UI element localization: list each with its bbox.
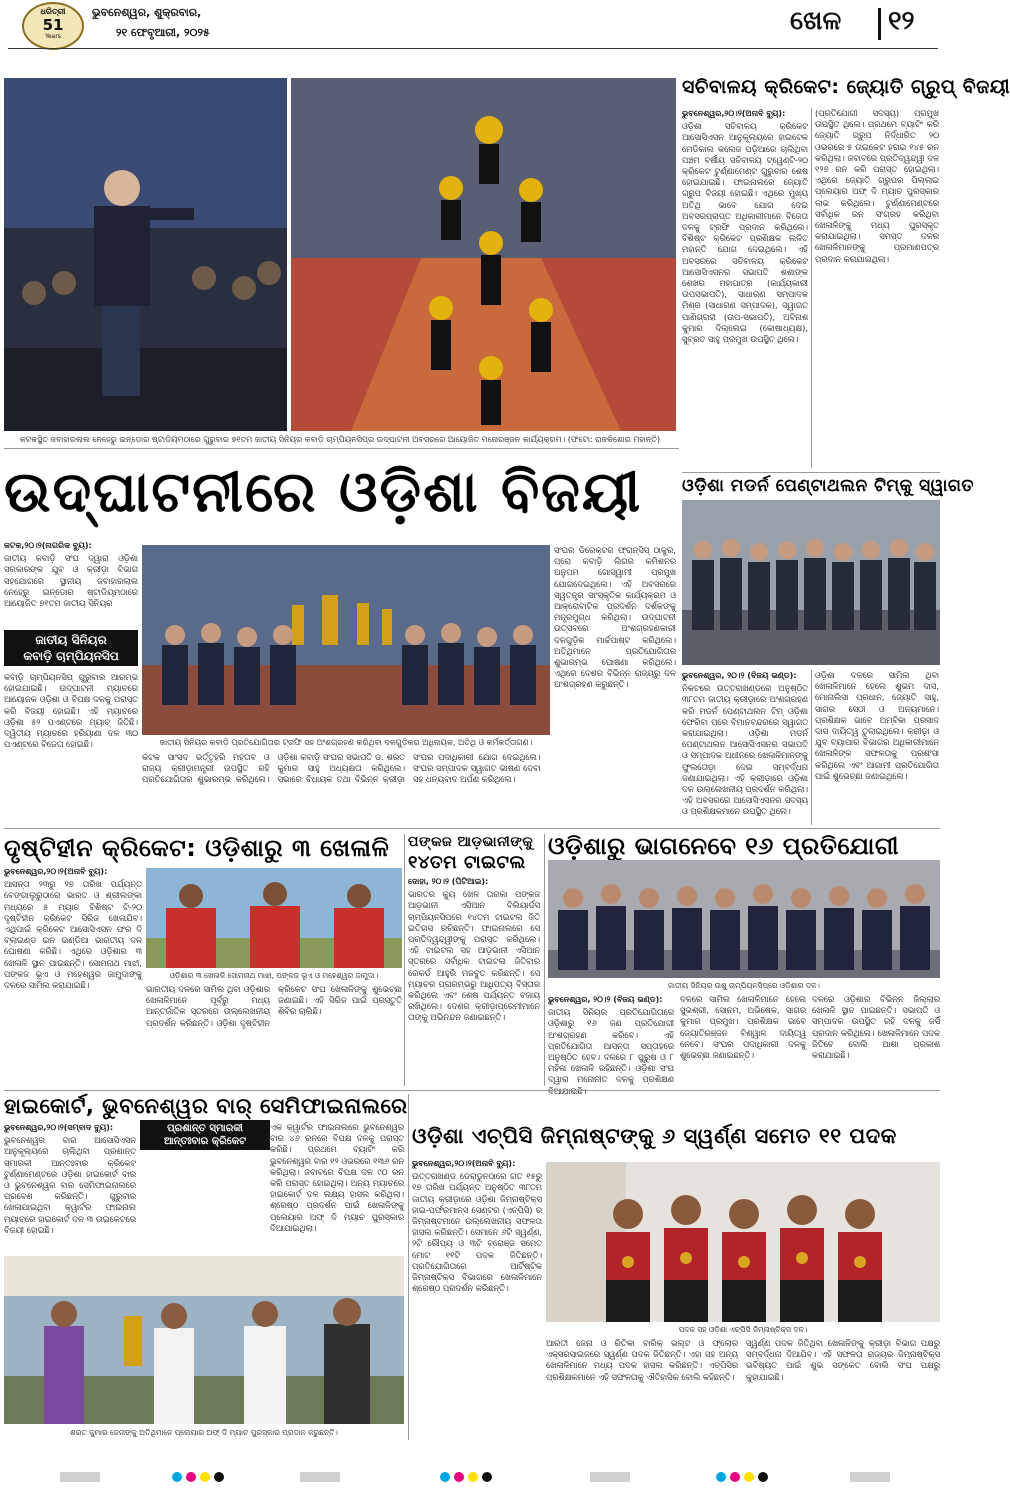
sixteen-text-1: ଜାତୀୟ ସିନିୟର ପ୍ରତିଯୋଗିତାରେ ଓଡ଼ିଶାରୁ ୧୬ ଜଣ ପ୍ରତିଯୋଗୀ ଅଂଶଗ୍ରହଣ କରିବେ। ଏହି ପ୍ରତିଯୋଗିତା ଆସନ୍ତା ସପ୍ତାହରେ ଅନୁଷ୍ଠିତ ହେବ। ଦଳରେ ୮ ପୁରୁଷ ଓ ୮ ମହିଳା ଖେଳାଳି ରହିଛନ୍ତି। ଓଡ଼ିଶା ସଂଘ ଦ୍ୱାରା ମନୋନୀତ ଦଳକୁ ପ୍ରଶିକ୍ଷଣ (548, 1007, 674, 1085)
blind-cricket-text: ଆସନ୍ତା ୨୩ରୁ ୨୭ ତାରିଖ ପର୍ଯ୍ୟନ୍ତ ବେଙ୍ଗାଲୁରୁଠାରେ ଭାରତ ଓ ଶ୍ରୀଲଙ୍କା ମଧ୍ୟରେ ୫ ମ୍ୟାଚ ବିଶିଷ୍ଟ ଟି-୨୦ ଦୃଷ୍ଟିହୀନ କ୍ରିକେଟ ସିରିଜ ଖେଳାଯିବ। ଏଥିପାଇଁ କ୍ରିକେଟ ଆସୋସିଏସନ ଫର ଦି ବ୍ଲାଇଣ୍ଡ ଇନ ଇଣ୍ଡିଆ ଭାରତୀୟ ଦଳ ଘୋଷଣା କରିଛି। ଏଥିରେ ଓଡ଼ିଶାର ୩ ଖେଳାଳି ସ୍ଥାନ ପାଇଛନ୍ତି। ସୋମନାଥ ମାଝୀ, ପଙ୍କଜ ଭୂଏ ଓ ମହେଶ୍ୱର ଜାମୁଦାଙ୍କୁ ଦଳରେ ସାମିଲ କରାଯାଇଛି। (4, 879, 142, 991)
sixteen-text-3: ଦଳରେ ଓଡ଼ିଶାର ବିଭିନ୍ନ ଜିଲ୍ଲାର ଖେଳାଳି ସ୍ଥାନ ପାଇଛନ୍ତି। ସଭାପତି ଓ ସମ୍ପାଦକ ଉପସ୍ଥିତ ରହି ଦଳକୁ ଜର୍ସି ପ୍ରଦାନ କରିଥିଲେ। ଖେଳାଳିମାନେ ପଦକ ଜିତିବେ ବୋଲି ଆଶା ପ୍ରକାଶ କରାଯାଇଛି। (812, 994, 940, 1061)
blind-cricket-photo-caption: ଓଡ଼ିଶାର ୩ ଖେଳାଳି ସୋମନାଥ ମାଝୀ, ପଙ୍କଜ ଭୂଏ ଓ ମହେଶ୍ୱର ଜାମୁଦା। (169, 971, 379, 980)
photo-kabaddi-trophy-group (142, 545, 550, 735)
kabaddi-text-1: ଜାତୀୟ କବାଡ଼ି ସଂଘ ଦ୍ୱାରା ଓଡ଼ିଶା ସରକାରଙ୍କ ଯୁବ ଓ କ୍ରୀଡ଼ା ବିଭାଗ ସହଯୋଗରେ ସ୍ଥାନୀୟ ଜବାହାରଲାଲ ନେହେରୁ ଇନ୍‌ଡୋର ଷ୍ଟାଡିୟମଠାରେ ଆୟୋଜିତ ୭୧ତମ ଜାତୀୟ ସିନିୟର (4, 553, 138, 609)
sachivalaya-headline: ସଚିବାଳୟ କ୍ରିକେଟ: ଜ୍ୟୋତି ଗ୍ରୁପ୍ ବିଜୟୀ (682, 76, 1010, 98)
sixteen-column-3 (812, 994, 940, 1088)
sixteen-text-2: ଦଳରେ ସାମିଲ ଖେଳାଳିମାନେ ହେଲେ ସୁଭଶ୍ରୀ, ସୋନମ, ଅଭିଷେକ, ସାଗର କୁମାର ପ୍ରମୁଖ। ପ୍ରଶିକ୍ଷକ ଭାବେ ଜ୍ୟୋତିରଞ୍ଜନ ବିଶ୍ୱାଳ ଦାୟିତ୍ୱ ନେବେ। ସଂଘର ପଦାଧିକାରୀ ଦଳକୁ ଶୁଭେଚ୍ଛା ଜଣାଇଛନ୍ତି। (680, 994, 806, 1061)
advani-text: ଭାରତର କ୍ୟୁ ଖେଳ ତାରକା ପଙ୍କଜ ଆଡ଼ଭାନୀ ଏସିଆନ ବିଲିୟାର୍ଡସ ଚାମ୍ପିୟନସିପରେ ୧୪ତମ ଟାଇଟଲ ଜିତି ଇତିହାସ ରଚିଛନ୍ତି। ଫାଇନାଲରେ ସେ ପ୍ରତିଦ୍ୱନ୍ଦ୍ୱୀଙ୍କୁ ପରାସ୍ତ କରିଥିଲେ। ଏହି ଟାଇଟଲ ସହ ଆଡ଼ଭାନୀ ଏସିଆନ ସ୍ତରରେ ସର୍ବାଧିକ ଟାଇଟଲ ଜିତିବାର ରେକର୍ଡ ଆହୁରି ମଜବୁତ କରିଛନ୍ତି। ସେ ମ୍ୟାଚର ପ୍ରାରମ୍ଭରୁ ଆଧିପତ୍ୟ ବିସ୍ତାର କରିଥିଲେ ଏବଂ ଶେଷ ପର୍ଯ୍ୟନ୍ତ ବଜାୟ ରଖିଥିଲେ। ଦେଶର କ୍ରୀଡ଼ାପ୍ରେମୀମାନେ ତାଙ୍କୁ ଅଭିନନ୍ଦନ ଜଣାଇଛନ୍ତି। (408, 889, 540, 1023)
kabaddi-dateline: କଟକ,୨୦।୨(ନାଗରିକ ବ୍ୟୁ): (4, 541, 92, 550)
kabaddi-lower (142, 752, 676, 824)
divider (4, 448, 679, 449)
masthead-rule (8, 48, 938, 49)
photo-acrobatic-pyramid (291, 78, 676, 431)
sachivalaya-dateline: ଭୁବନେଶ୍ୱର,୨୦।୨(ଅନାବି ବ୍ୟୁ): (682, 109, 786, 118)
sachivalaya-text-1: ଓଡ଼ିଶା ସଚିବାଳୟ କ୍ରିକେଟ ଆସୋସିଏସନ ଆନୁକୂଲ୍ୟରେ ହାଇଟେକ ମେଡିକାଲ କଲେଜ ପଡ଼ିଆରେ ଚାଲିଥିବା ପଞ୍ଚମ ବର୍ଷୀୟ ସଚିବାଳୟ ଟ୍ୱେଣ୍ଟି-୨୦ କ୍ରିକେଟ ଟୁର୍ଣ୍ଣାମେଣ୍ଟ ଗୁରୁବାର ଶେଷ ହୋଇଯାଇଛି। ଫାଇନାଲରେ ଜ୍ୟୋତି ଗ୍ରୁପ ବିଜୟୀ ହୋଇଛି। ଏଥିରେ ମୁଖ୍ୟ ଅତିଥି ଭାବେ ଯୋଗ ଦେଇ ଅବସରପ୍ରାପ୍ତ ଅଧିକାରୀମାନେ ବିଜେତା ଦଳକୁ ଟ୍ରଫି ପ୍ରଦାନ କରିଥିଲେ। ବିଶିଷ୍ଟ କ୍ରିକେଟ ପ୍ରଶିକ୍ଷକ ଲଳିତ ମହାନ୍ତି ଯୋଗ ଦେଇଥିଲେ। ଏହି ଅବସରରେ ସଚିବାଳୟ କ୍ରିକେଟ ଆସୋସିଏସନର ସଭାପତି ଶଶାଙ୍କ ଶେଖର ମହାପାତ୍ର (କାର୍ଯ୍ୟକାରୀ ଉପସଭାପତି), ସାଧାରଣ ସମ୍ପାଦକ ମିଶ୍ର (ସାଧାରଣ ସମ୍ପାଦକ), ସ୍ୱାଗତ ପାଣିଗ୍ରାହୀ (ଉପ-ସଭାପତି), ଅବିନାଶ କୁମାର ଦିଲ୍ଲେଇ (କୋଷାଧ୍ୟକ୍ଷ), ସୁବ୍ରତ ସାହୁ ପ୍ରମୁଖ ଉପସ୍ଥିତ ଥିଲେ। (682, 121, 808, 345)
register-bar (60, 1472, 100, 1482)
gymnast-column-3 (746, 1338, 940, 1440)
register-dot-cyan (716, 1472, 726, 1482)
header-place-day: ଭୁବନେଶ୍ୱର, ଶୁକ୍ରବାର, (92, 6, 202, 19)
section-divider (878, 8, 881, 40)
sachivalaya-column-1 (682, 108, 808, 470)
divider (811, 108, 812, 468)
pentathlon-dateline: ଭୁବନେଶ୍ୱର, ୨୦।୨ (ବିଜୟ ଭଣ୍ଡ): (682, 671, 797, 680)
logo-sub: Years (45, 33, 61, 40)
register-dot-yellow (744, 1472, 754, 1482)
photo-pentathlon-team (682, 500, 940, 665)
kabaddi-tag: ଜାତୀୟ ସିନିୟର କବାଡ଼ି ଚାମ୍ପିୟନସିପ (4, 630, 138, 666)
highcourt-tag: ପ୍ରଶାନ୍ତ ସ୍ମାରକୀ ଆନ୍ତଃବାର କ୍ରିକେଟ (140, 1120, 270, 1150)
print-marks-bar (0, 1458, 945, 1497)
divider (682, 472, 940, 473)
masthead (0, 0, 945, 48)
gymnast-text-1: ଉତ୍ତରାଖଣ୍ଡ ଡେରାଡୁନଠାରେ ଗତ ୧୫ରୁ ୧୭ ତାରିଖ ପର୍ଯ୍ୟନ୍ତ ଅନୁଷ୍ଠିତ ୩୮ତମ ଜାତୀୟ କ୍ରୀଡ଼ାରେ ଓଡ଼ିଶା ଜିମ୍ନାଷ୍ଟିକ୍ସ ହାଇ-ପର୍ଫରମାନ୍ସ ସେଣ୍ଟର (ଏଚ୍‌ପିସି) ର ଜିମ୍ନାଷ୍ଟମାନେ ଉଲ୍ଲେଖନୀୟ ସଫଳତା ହାସଲ କରିଛନ୍ତି। ସେମାନେ ୬ଟି ସ୍ୱର୍ଣ୍ଣ, ୨ଟି ରୌପ୍ୟ ଓ ୩ଟି ବ୍ରୋଞ୍ଜ ସମେତ ମୋଟ ୧୧ଟି ପଦକ ଜିତିଛନ୍ତି। ପ୍ରତିଯୋଗିତାରେ ଆର୍ଟିଷ୍ଟିକ ଜିମ୍ନାଷ୍ଟିକ୍ସ ବିଭାଗରେ ଖେଳାଳିମାନେ ଶ୍ରେଷ୍ଠ ପ୍ରଦର୍ଶନ କରିଛନ୍ତି। (412, 1171, 542, 1294)
kabaddi-main-headline: ଉଦ୍‌ଘାଟନୀରେ ଓଡ଼ିଶା ବିଜୟୀ (4, 460, 643, 525)
header-date: ୨୧ ଫେବୃଆରୀ, ୨୦୨୫ (116, 26, 210, 39)
kabaddi-column-2 (554, 545, 676, 750)
register-dot-black (214, 1472, 224, 1482)
sixteen-dateline: ଭୁବନେଶ୍ୱର, ୨୦।୨ (ବିଜୟ ଭଣ୍ଡ): (548, 995, 663, 1004)
register-dot-yellow (200, 1472, 210, 1482)
sixteen-headline: ଓଡ଼ିଶାରୁ ଭାଗନେବେ ୧୬ ପ୍ରତିଯୋଗୀ (548, 832, 900, 860)
photo-wushu-team (548, 860, 940, 978)
gymnast-headline: ଓଡ଼ିଶା ଏଚ୍‌ପିସି ଜିମ୍ନାଷ୍ଟଙ୍କୁ ୬ ସ୍ୱର୍ଣ୍ଣ ସମେତ ୧୧ ପଦକ (412, 1124, 897, 1148)
kabaddi-photo-caption: ଜାତୀୟ ସିନିୟର କବାଡ଼ି ପ୍ରତିଯୋଗିତାର ଟ୍ରଫି ସହ ଅଂଶଗ୍ରହଣ କରିଥିବା ଦଳଗୁଡ଼ିକର ଅଧିନାୟକ, ଅତିଥି ଓ କର୍ମକର୍ତ୍ତାଗଣ। (159, 738, 533, 747)
highcourt-photo-caption: ଶରତ କୁମାର ଜେନାଙ୍କୁ ଅତିଥିମାନେ ପ୍ଲେୟାର ଅଫ୍ ଦି ମ୍ୟାଚ ପୁରସ୍କାର ପ୍ରଦାନ କରୁଛନ୍ତି। (70, 1428, 338, 1437)
advani-dateline: ଦୋହା, ୨୦।୨ (ପିଟିଆଇ): (408, 877, 489, 886)
pentathlon-text-2: ଓଡ଼ିଶା ଦଳରେ ସାମିଲ ଥିବା ଖେଳାଳିମାନେ ହେଲେ ଶୁଭମ ଦାସ, ମୋନାଲିସା ପ୍ରଧାନ, ଜ୍ୟୋତି ସାହୁ, ସାଗର ସେଠୀ ଓ ଅନ୍ୟମାନେ। ପ୍ରଶିକ୍ଷକ ଭାବେ ଅମ୍ବିକା ପ୍ରସାଦ ଦାସ ଦାୟିତ୍ୱ ତୁଲାଇଥିଲେ। କ୍ରୀଡ଼ା ଓ ଯୁବ ବ୍ୟାପାର ବିଭାଗର ଅଧିକାରୀମାନେ ଖେଳାଳିଙ୍କ ସଫଳତାକୁ ପ୍ରଶଂସା କରିଥିଲେ ଏବଂ ଆଗାମୀ ପ୍ରତିଯୋଗିତା ପାଇଁ ଶୁଭେଚ୍ଛା ଜଣାଇଥିଲେ। (815, 670, 939, 781)
highcourt-column-1 (4, 1122, 136, 1250)
photo-blind-cricket-players (146, 868, 402, 968)
register-dot-magenta (730, 1472, 740, 1482)
gymnast-text-2: ଆରତୀ ଜେନା ଓ ରିତିକା ବାରିକ୍ ଭଲ୍ଟ ଓ ଫ୍ଲୋର ଏକ୍ସରସାଇଜରେ ସ୍ୱର୍ଣ୍ଣ ପଦକ ଜିତିଛନ୍ତି। ଏହା ସହ ଅନ୍ୟ ଖେଳାଳିମାନେ ମଧ୍ୟ ପଦକ ହାସଲ କରିଛନ୍ତି। ଏଚ୍‌ପିସିର ପ୍ରଶିକ୍ଷକମାନେ ଏହି ସଫଳତାକୁ ଐତିହାସିକ ବୋଲି କହିଛନ୍ତି। (546, 1338, 738, 1382)
highcourt-headline: ହାଇକୋର୍ଟ, ଭୁବନେଶ୍ୱର ବାର୍ ସେମିଫାଇନାଲରେ (4, 1094, 408, 1118)
register-dot-yellow (468, 1472, 478, 1482)
photo-speaker-on-stage (4, 78, 287, 431)
sachivalaya-column-2 (815, 108, 939, 470)
register-dot-cyan (440, 1472, 450, 1482)
photo-gymnasts-with-medals (546, 1162, 940, 1322)
kabaddi-column-1b (4, 672, 138, 822)
divider (811, 670, 812, 825)
kabaddi-column-1 (4, 540, 138, 630)
sachivalaya-text-2: (ପ୍ରତିଯୋଗୀ ସଦସ୍ୟ) ପ୍ରମୁଖ ଉପସ୍ଥିତ ଥିଲେ। ପ୍ରଥମେ ବ୍ୟାଟିଂ କରି ଜ୍ୟୋତି ଗ୍ରୁପ ନିର୍ଦ୍ଧାରିତ ୨୦ ଓଭରରେ ୫ ଉଇକେଟ ହରାଇ ୧୪୫ ରନ କରିଥିଲା। ଜବାବରେ ପ୍ରତିଦ୍ୱନ୍ଦ୍ୱୀ ଦଳ ୧୨୭ ରନ କରି ପରାସ୍ତ ହୋଇଥିଲା। ଏଥିରେ ଜ୍ୟୋତି ଗ୍ରୁପର ପିଲ୍ଲାଇ ପ୍ଲେୟାର ଅଫ୍ ଦି ମ୍ୟାଚ ପୁରସ୍କାର ଲାଭ କରିଥିଲେ। ଟୁର୍ଣ୍ଣାମେଣ୍ଟରେ ସର୍ବାଧିକ ରନ ସଂଗ୍ରହ କରିଥିବା ଖେଳାଳିଙ୍କୁ ମଧ୍ୟ ପୁରସ୍କୃତ କରାଯାଇଥିଲା। ସମସ୍ତ ଦଳର ଖେଳାଳିମାନଙ୍କୁ ପ୍ରମାଣପତ୍ର ପ୍ରଦାନ କରାଯାଇଥିଲା। (815, 108, 939, 264)
pentathlon-column-2 (815, 670, 939, 826)
register-dot-magenta (186, 1472, 196, 1482)
highcourt-text-1: ଭୁବନେଶ୍ୱର ବାର ଆସୋସିଏସନ ଆନୁକୂଲ୍ୟରେ ଚାଲିଥିବା ପ୍ରଶାନ୍ତ ସ୍ମାରକୀ ଆନ୍ତଃବାର କ୍ରିକେଟ ଟୁର୍ଣ୍ଣାମେଣ୍ଟରେ ଓଡ଼ିଶା ହାଇକୋର୍ଟ ବାର ଓ ଭୁବନେଶ୍ୱର ବାର ସେମିଫାଇନାଲରେ ପ୍ରବେଶ କରିଛନ୍ତି। ଗୁରୁବାର ଖେଳାଯାଇଥିବା କ୍ୱାର୍ଟର ଫାଇନାଲ ମ୍ୟାଚରେ ହାଇକୋର୍ଟ ଦଳ ୩ ଉଇକେଟରେ ବିଜୟୀ ହୋଇଛି। (4, 1135, 136, 1235)
register-dot-black (482, 1472, 492, 1482)
register-bar (590, 1472, 630, 1482)
blind-cricket-headline: ଦୃଷ୍ଟିହୀନ କ୍ରିକେଟ: ଓଡ଼ିଶାରୁ ୩ ଖେଳାଳି (4, 834, 390, 862)
pentathlon-text-1: ନିକଟରେ ଉତ୍ତରାଖଣ୍ଡରେ ଅନୁଷ୍ଠିତ ୩୮ତମ ଜାତୀୟ କ୍ରୀଡ଼ାରେ ଅଂଶଗ୍ରହଣ କରି ମଡର୍ନ ପେଣ୍ଟାଥଲନ ଟିମ୍ ଓଡ଼ିଶା ଫେରିବା ପରେ ବିମାନବନ୍ଦରରେ ସ୍ୱାଗତ କରାଯାଇଥିଲା। ଓଡ଼ିଶା ମଡର୍ନ ପେଣ୍ଟାଥଲନ ଆସୋସିଏସନର ସଭାପତି ଓ ସମ୍ପାଦକ ଅଧୀନରେ ଖେଳାଳିମାନଙ୍କୁ ଫୁଲତୋଡ଼ା ଦେଇ ସମ୍ବର୍ଦ୍ଧନା ଜଣାଯାଇଥିଲା। ଏହି କ୍ରୀଡ଼ାରେ ଓଡ଼ିଶା ଦଳ ଉଲ୍ଲେଖନୀୟ ପ୍ରଦର୍ଶନ କରିଥିଲା। ଏହି ଅବସରରେ ଆସୋସିଏସନର ସଦସ୍ୟ ଓ ପ୍ରଶିକ୍ଷକମାନେ ଉପସ୍ଥିତ ଥିଲେ। (682, 683, 808, 817)
gymnast-photo-caption: ପଦକ ସହ ଓଡ଼ିଶା ଏଚ୍‌ପିସି ଜିମ୍ନାଷ୍ଟିକ୍ସ ଦଳ। (678, 1325, 808, 1334)
advani-headline-2: ୧୪ତମ ଟାଇଟଲ (408, 852, 526, 873)
gymnast-dateline: ଭୁବନେଶ୍ୱର,୨୦।୨(ଅନାବି ବ୍ୟୁ): (412, 1159, 516, 1168)
pentathlon-headline: ଓଡ଼ିଶା ମଡର୍ନ ପେଣ୍ଟାଥଲନ ଟିମ୍‌କୁ ସ୍ୱାଗତ (682, 476, 975, 496)
section-title: ଖେଳ (790, 6, 842, 36)
sixteen-column-2 (680, 994, 806, 1088)
blind-cricket-lower (146, 984, 402, 1086)
register-dot-black (758, 1472, 768, 1482)
advani-headline-1: ପଙ୍କଜ ଆଡ଼ଭାନୀଙ୍କୁ (408, 834, 534, 850)
blind-cricket-column (4, 866, 142, 1086)
highcourt-dateline: ଭୁବନେଶ୍ୱର,୨୦।୨(ସମ୍ବାଦ ବ୍ୟୁ): (4, 1123, 114, 1132)
advani-column (408, 876, 540, 1086)
page-number: ୧୨ (888, 6, 915, 36)
register-bar (850, 1472, 890, 1482)
sixteen-photo-caption: ଜାତୀୟ ସିନିୟର ଉଶୁ ଚାମ୍ପିୟନସିପ୍‌ରେ ଓଡ଼ିଶାର ଦଳ। (668, 981, 820, 990)
gymnast-column-2 (546, 1338, 738, 1440)
divider (4, 828, 940, 829)
pentathlon-column-1 (682, 670, 808, 826)
anniversary-logo (22, 2, 84, 50)
photo-highcourt-award (4, 1256, 404, 1424)
kabaddi-text-2: ସଂଘର ଡିରେକ୍ଟର ଫ୍ରାନ୍ସିସ୍ ଠାକୁର, ପ୍ରୋ କବାଡ଼ି ଲିଗର କମିଶନର ଅନୁପମ ଗୋସ୍ୱାମୀ ପ୍ରମୁଖ ଯୋଗଦେଇଥିଲେ। ଏହି ଅବସରରେ ସ୍ୱତନ୍ତ୍ର ସାଂସ୍କୃତିକ କାର୍ଯ୍ୟକ୍ରମ ଓ ଆକ୍ରୋବାଟିକ ପ୍ରଦର୍ଶନ ଦର୍ଶକଙ୍କୁ ମନ୍ତ୍ରମୁଗ୍ଧ କରିଥିଲା। ଉଦ୍‌ଘାଟନୀ ଉତ୍ସବରେ ଅଂଶଗ୍ରହଣକାରୀ ଦଳଗୁଡ଼ିକ ମାର୍ଚ୍ଚପାଷ୍ଟ କରିଥିଲେ। ଅତିଥିମାନେ ପ୍ରତିଯୋଗିତାର ଶୁଭାରମ୍ଭ ଘୋଷଣା କରିଥିଲେ। ଏଥିରେ ଦେଶର ବିଭିନ୍ନ ରାଜ୍ୟରୁ ଦଳ ଅଂଶଗ୍ରହଣ କରୁଛନ୍ତି। (554, 545, 676, 690)
divider (4, 1090, 940, 1091)
logo-top-text: ଧରିତ୍ରୀ (40, 7, 66, 16)
register-dot-magenta (454, 1472, 464, 1482)
kabaddi-text-lower: କଟକ ସାଂସଦ ଭର୍ତ୍ତୃହରି ମହତାବ ଓ ରାଜ୍ୟ କ୍ରୀଡ଼ାମନ୍ତ୍ରୀ ଉପସ୍ଥିତ ରହି ପ୍ରତିଯୋଗିତାର ଶୁଭାରମ୍ଭ କରିଥିଲେ। ଓଡ଼ିଶା କବାଡ଼ି ସଂଘର ସଭାପତି ଡ. ଶରତ କୁମାର ସାହୁ ଅଧ୍ୟକ୍ଷତା କରିଥିଲେ। ସଭାରେ ବିଧାୟକ ତଥା ବିଭିନ୍ନ କ୍ରୀଡ଼ା ସଂଘର ପଦାଧିକାରୀ ଯୋଗ ଦେଇଥିଲେ। ସଂଘର ସମ୍ପାଦକ ସ୍ୱାଗତ ଭାଷଣ ଦେବା ସହ ଧନ୍ୟବାଦ ଅର୍ପଣ କରିଥିଲେ। (142, 752, 541, 785)
kabaddi-text-1b: କବାଡ଼ି ଚାମ୍ପିୟନସିପ୍ ଗୁରୁବାର ଆରମ୍ଭ ହୋଇଯାଇଛି। ଉଦ୍‌ଘାଟନୀ ମ୍ୟାଚରେ ଆୟୋଜକ ଓଡ଼ିଶା ଓ ବିପକ୍ଷ ଦଳକୁ ପରାସ୍ତ କରି ବିଜୟୀ ହୋଇଛି। ଏହି ମ୍ୟାଚରେ ଓଡ଼ିଶା ୫୨ ପଏଣ୍ଟରେ ମ୍ୟାଚ୍ ଜିତିଛି। ଦ୍ୱିତୀୟ ମ୍ୟାଚରେ ହରିୟାଣା ଦଳ ୩୦ ପଏଣ୍ଟରେ ବିଜେତା ହୋଇଛି। (4, 672, 138, 750)
gymnast-column-1 (412, 1158, 542, 1440)
sixteen-column-1 (548, 994, 674, 1088)
highcourt-text-2: ଏକ କ୍ୱାର୍ଟର ଫାଇନାଲରେ ଭୁବନେଶ୍ୱର ବାର ୪୬ ରନରେ ବିପକ୍ଷ ଦଳକୁ ପରାସ୍ତ କରିଛି। ପ୍ରଥମେ ବ୍ୟାଟିଂ କରି ଭୁବନେଶ୍ୱର ବାର ୧୨ ଓଭରରେ ୧୩୬ ରନ କରିଥିଲା। ଜବାବରେ ବିପକ୍ଷ ଦଳ ୯୦ ରନ କରି ପରାସ୍ତ ହୋଇଥିଲା। ଅନ୍ୟ ମ୍ୟାଚରେ ହାଇକୋର୍ଟ ଦଳ ଲକ୍ଷ୍ୟ ହାସଲ କରିଥିଲା। ଶ୍ରେଷ୍ଠ ପ୍ରଦର୍ଶନ ପାଇଁ ଖେଳାଳିଙ୍କୁ ପ୍ଲେୟାର ଅଫ୍ ଦି ମ୍ୟାଚ ପୁରସ୍କାର ଦିଆଯାଇଥିଲା। (270, 1122, 404, 1233)
divider (404, 834, 405, 1086)
logo-number: 51 (42, 16, 64, 34)
divider (544, 834, 545, 1086)
highcourt-column-2 (270, 1122, 404, 1250)
register-bar (300, 1472, 340, 1482)
register-dot-cyan (172, 1472, 182, 1482)
divider (408, 1094, 409, 1440)
photo-top-caption: କଟକସ୍ଥିତ ଜବାହାରଲାଲ ନେହେରୁ ଇନ୍‌ଡୋର ଷ୍ଟାଡିୟମଠାରେ ଗୁରୁବାର ୭୧ତମ ଜାତୀୟ ସିନିୟର କବାଡ଼ି ଚାମ୍ପିୟନସିପ୍‌ର ଉଦ୍‌ଘାଟନୀ ଅବସରରେ ଆୟୋଜିତ ମନୋରଞ୍ଜନ କାର୍ଯ୍ୟକ୍ରମ। (ଫଟୋ: ରାଜକିଶୋର ମହାନ୍ତି) (19, 435, 661, 444)
blind-cricket-text-lower: ଭାରତୀୟ ଦଳରେ ସାମିଲ ଥିବା ଓଡ଼ିଶାର ଖେଳାଳିମାନେ ପୂର୍ବରୁ ମଧ୍ୟ ଆନ୍ତର୍ଜାତିକ ସ୍ତରରେ ଉଲ୍ଲେଖନୀୟ ପ୍ରଦର୍ଶନ କରିଛନ୍ତି। ଓଡ଼ିଶା ଦୃଷ୍ଟିହୀନ କ୍ରିକେଟ ସଂଘ ଖେଳାଳିଙ୍କୁ ଶୁଭେଚ୍ଛା ଜଣାଇଛି। ଏହି ସିରିଜ ପାଇଁ ପ୍ରସ୍ତୁତି ଶିବିର ଚାଲିଛି। (146, 984, 402, 1028)
gymnast-text-3: ସ୍ୱର୍ଣ୍ଣ ପଦକ ଜିତିଥିବା ଖେଳାଳିଙ୍କୁ କ୍ରୀଡ଼ା ବିଭାଗ ପକ୍ଷରୁ ସମ୍ବର୍ଦ୍ଧନା ଦିଆଯିବ। ଏହି ସଫଳତା ରାଜ୍ୟର ଜିମ୍ନାଷ୍ଟିକ୍ସ ଭବିଷ୍ୟତ ପାଇଁ ଶୁଭ ସଙ୍କେତ ବୋଲି ସଂଘ ପକ୍ଷରୁ କୁହାଯାଇଛି। (746, 1338, 940, 1382)
blind-cricket-dateline: ଭୁବନେଶ୍ୱର,୨୦।୨(ଅନାବି ବ୍ୟୁ): (4, 867, 108, 876)
